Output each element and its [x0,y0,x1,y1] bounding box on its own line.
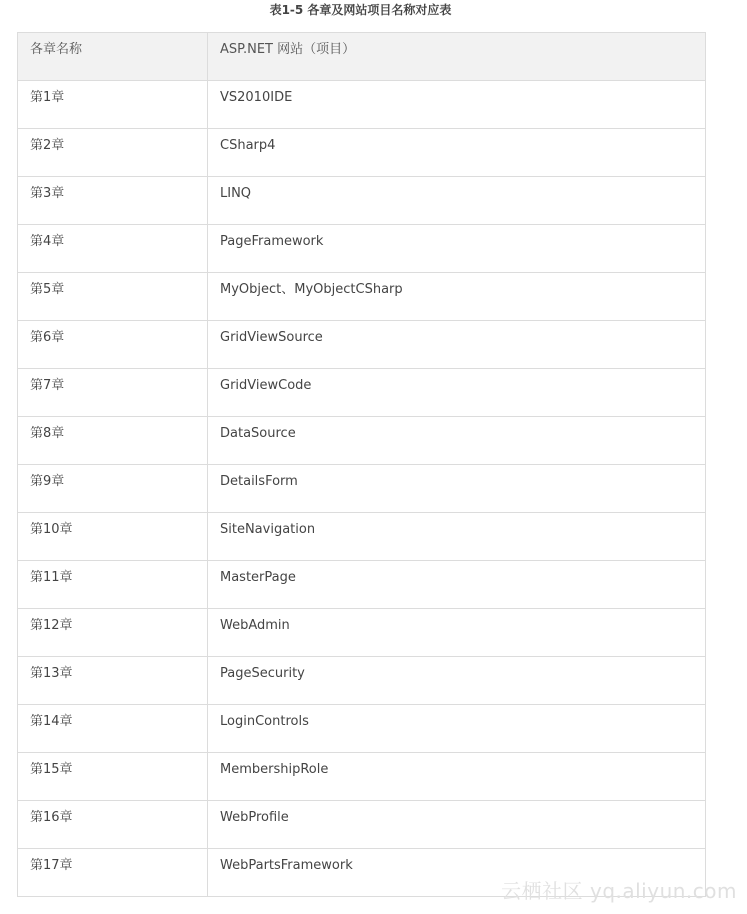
chapter-project-table [17,32,706,897]
project-cell: WebProfile [208,801,706,849]
project-cell: MasterPage [208,561,706,609]
project-cell: DataSource [208,417,706,465]
chapter-cell: 第17章 [18,849,208,897]
project-cell: VS2010IDE [208,81,706,129]
project-cell: WebAdmin [208,609,706,657]
chapter-cell: 第11章 [18,561,208,609]
chapter-cell: 第9章 [18,465,208,513]
table-row [18,753,706,801]
chapter-cell: 第6章 [18,321,208,369]
chapter-cell: 第1章 [18,81,208,129]
table-row [18,801,706,849]
header-project-name: ASP.NET 网站（项目） [208,33,706,81]
table-row [18,849,706,897]
table-row [18,129,706,177]
project-cell: PageFramework [208,225,706,273]
project-cell: LoginControls [208,705,706,753]
chapter-cell: 第3章 [18,177,208,225]
project-cell: WebPartsFramework [208,849,706,897]
table-row [18,609,706,657]
table-row [18,417,706,465]
chapter-cell: 第10章 [18,513,208,561]
table-caption: 表1-5 各章及网站项目名称对应表 [269,3,452,17]
project-cell: GridViewSource [208,321,706,369]
chapter-cell: 第15章 [18,753,208,801]
table-row [18,705,706,753]
table-row [18,273,706,321]
chapter-cell: 第12章 [18,609,208,657]
table-header-row [18,33,706,81]
table-row [18,225,706,273]
chapter-cell: 第2章 [18,129,208,177]
project-cell: MembershipRole [208,753,706,801]
table-row [18,177,706,225]
project-cell: PageSecurity [208,657,706,705]
chapter-cell: 第4章 [18,225,208,273]
table-row [18,561,706,609]
project-cell: DetailsForm [208,465,706,513]
table-row [18,81,706,129]
table-row [18,657,706,705]
project-cell: CSharp4 [208,129,706,177]
chapter-cell: 第14章 [18,705,208,753]
project-cell: SiteNavigation [208,513,706,561]
project-cell: LINQ [208,177,706,225]
table-row [18,465,706,513]
header-chapter-name: 各章名称 [18,33,208,81]
project-cell: GridViewCode [208,369,706,417]
chapter-cell: 第13章 [18,657,208,705]
site-watermark: 云栖社区 yq.aliyun.com [501,879,737,903]
chapter-cell: 第7章 [18,369,208,417]
table-row [18,321,706,369]
chapter-cell: 第5章 [18,273,208,321]
table-row [18,513,706,561]
project-cell: MyObject、MyObjectCSharp [208,273,706,321]
table-row [18,369,706,417]
chapter-cell: 第8章 [18,417,208,465]
chapter-project-table-container [17,32,705,897]
chapter-cell: 第16章 [18,801,208,849]
